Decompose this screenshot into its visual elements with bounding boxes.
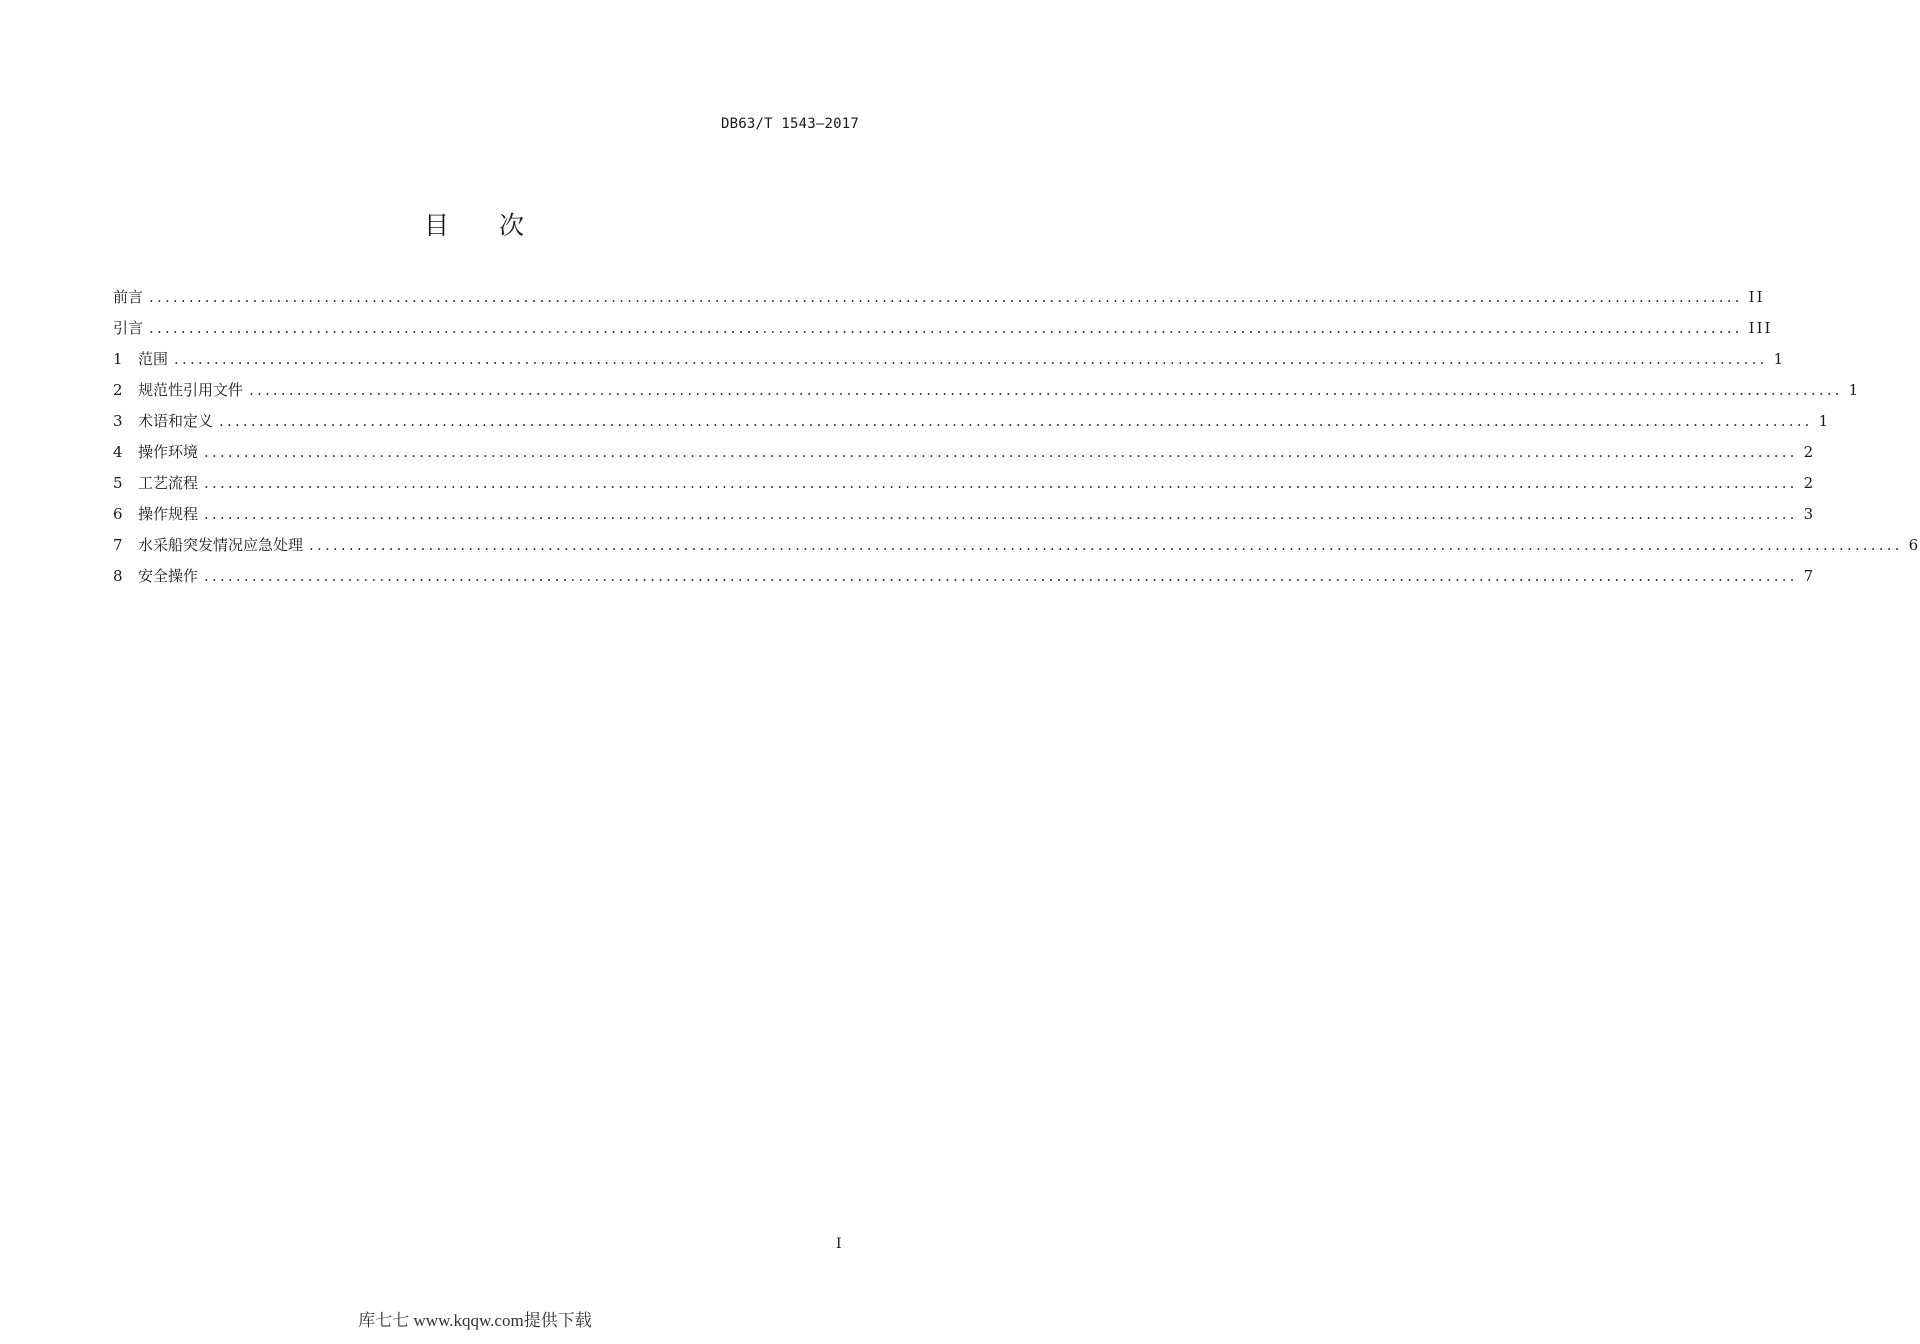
toc-item-label: 引言: [113, 319, 144, 337]
toc-item-number: 4: [113, 443, 123, 461]
document-code: DB63/T 1543—2017: [720, 116, 859, 132]
toc-item-foreword[interactable]: [113, 286, 1765, 317]
toc-leader-dots: ........................................................................................................................................................................................................: [204, 567, 1798, 585]
toc-leader-dots: ........................................................................................................................................................................................................: [174, 350, 1768, 368]
toc-item-scope[interactable]: [113, 348, 1786, 379]
toc-item-page: 2: [1803, 474, 1816, 492]
toc-item-label: 工艺流程: [138, 474, 199, 492]
toc-item-label: 安全操作: [138, 567, 199, 585]
toc-item-number: 8: [113, 567, 123, 585]
toc-item-number: 1: [113, 350, 123, 368]
toc-leader-dots: ........................................................................................................................................................................................................: [149, 319, 1743, 337]
toc-item-introduction[interactable]: [113, 317, 1773, 348]
toc-item-number: 2: [113, 381, 123, 399]
toc-leader-dots: ........................................................................................................................................................................................................: [204, 505, 1798, 523]
toc-item-label: 术语和定义: [138, 412, 214, 430]
toc-item-page: 6: [1908, 536, 1920, 554]
toc-item-process-flow[interactable]: [113, 472, 1816, 503]
toc-item-page: II: [1748, 288, 1765, 306]
toc-item-number: 7: [113, 536, 123, 554]
toc-item-operating-environment[interactable]: [113, 441, 1816, 472]
toc-item-page: 7: [1803, 567, 1816, 585]
toc-leader-dots: ........................................................................................................................................................................................................: [309, 536, 1903, 554]
toc-leader-dots: ........................................................................................................................................................................................................: [204, 474, 1798, 492]
toc-item-page: III: [1748, 319, 1773, 337]
toc-list: [113, 286, 1920, 596]
toc-item-number: 3: [113, 412, 123, 430]
toc-item-terms-definitions[interactable]: [113, 410, 1831, 441]
toc-item-page: 3: [1803, 505, 1816, 523]
toc-item-label: 操作环境: [138, 443, 199, 461]
toc-item-page: 1: [1773, 350, 1786, 368]
toc-item-label: 范围: [138, 350, 169, 368]
toc-item-normative-references[interactable]: [113, 379, 1861, 410]
toc-title-right: 次: [499, 211, 527, 240]
toc-item-page: 1: [1848, 381, 1861, 399]
toc-item-label: 水采船突发情况应急处理: [138, 536, 304, 554]
toc-item-emergency-handling[interactable]: [113, 534, 1920, 565]
page-number: I: [836, 1236, 842, 1252]
toc-item-page: 2: [1803, 443, 1816, 461]
toc-leader-dots: ........................................................................................................................................................................................................: [149, 288, 1743, 306]
toc-leader-dots: ........................................................................................................................................................................................................: [204, 443, 1798, 461]
toc-item-page: 1: [1818, 412, 1831, 430]
toc-item-number: 5: [113, 474, 123, 492]
toc-item-label: 规范性引用文件: [138, 381, 244, 399]
toc-item-safe-operation[interactable]: [113, 565, 1816, 596]
toc-leader-dots: ........................................................................................................................................................................................................: [219, 412, 1813, 430]
toc-item-label: 操作规程: [138, 505, 199, 523]
toc-item-number: 6: [113, 505, 123, 523]
download-watermark: 库七七 www.kqqw.com提供下载: [358, 1311, 592, 1330]
toc-title: [0, 206, 950, 242]
toc-title-left: 目: [423, 211, 451, 240]
toc-item-label: 前言: [113, 288, 144, 306]
toc-item-operating-procedures[interactable]: [113, 503, 1816, 534]
toc-leader-dots: ........................................................................................................................................................................................................: [249, 381, 1843, 399]
